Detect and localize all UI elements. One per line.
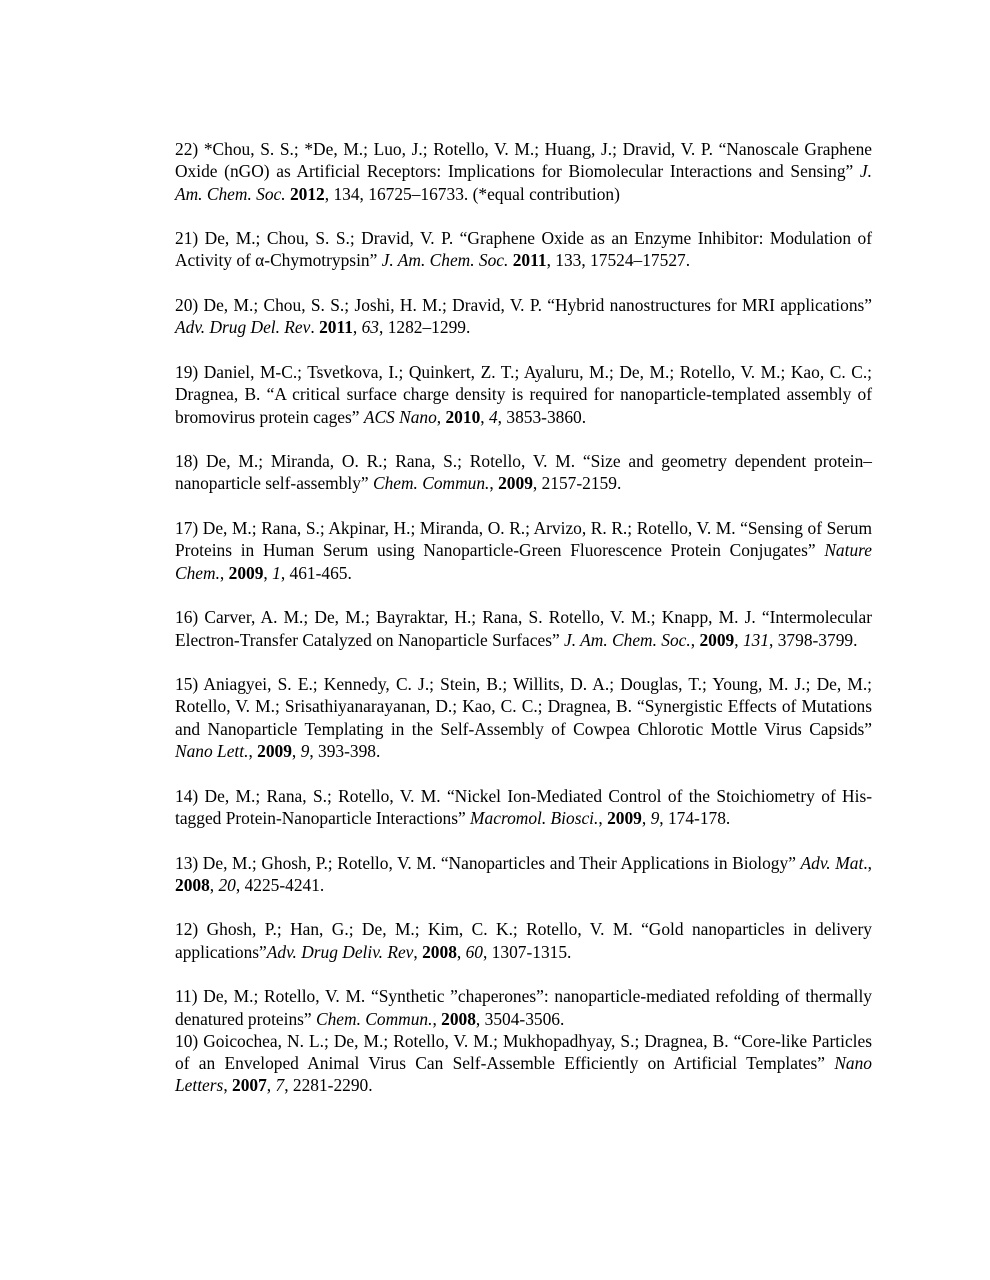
reference-item-21: 21) De, M.; Chou, S. S.; Dravid, V. P. “Graphene Oxide as an Enzyme Inhibitor: Modulation of Activity of α-Chymotrypsin” J. Am. Chem. Soc. 2011, 133, 17524–17527. bbox=[175, 228, 872, 271]
volume: 9 bbox=[650, 807, 660, 828]
volume: 133 bbox=[555, 250, 582, 271]
volume: 9 bbox=[300, 741, 310, 762]
journal-name: Nano Lett. bbox=[175, 741, 249, 762]
reference-list bbox=[175, 138, 872, 1097]
pub-year: 2008 bbox=[422, 941, 457, 962]
journal-name: Macromol. Biosci. bbox=[470, 807, 599, 828]
pub-year: 2008 bbox=[175, 874, 210, 895]
reference-item-11: 11) De, M.; Rotello, V. M. “Synthetic ”chaperones”: nanoparticle-mediated refolding of thermally denatured proteins” Chem. Commun., 2008, 3504-3506. bbox=[175, 986, 872, 1029]
journal-name: ACS Nano bbox=[363, 406, 437, 427]
journal-name: J. Am. Chem. Soc. bbox=[564, 629, 691, 650]
journal-name: J. Am. Chem. Soc. bbox=[381, 250, 509, 271]
journal-name: Nature Chem. bbox=[175, 540, 872, 583]
pub-year: 2008 bbox=[441, 1008, 476, 1029]
pub-year: 2009 bbox=[699, 629, 735, 650]
reference-item-10: 10) Goicochea, N. L.; De, M.; Rotello, V. M.; Mukhopadhyay, S.; Dragnea, B. “Core-like Particles of an Enveloped Animal Virus Can Self-Assemble Efficiently on Artificial Templates” Nano Letters, 2007, 7, 2281-2290. bbox=[175, 1030, 872, 1096]
journal-name: Adv. Mat bbox=[800, 852, 864, 873]
volume: 63 bbox=[361, 317, 379, 338]
journal-name: Chem. Commun. bbox=[372, 473, 490, 494]
volume: 1 bbox=[272, 562, 281, 583]
reference-item-14: 14) De, M.; Rana, S.; Rotello, V. M. “Nickel Ion-Mediated Control of the Stoichiometry of His-tagged Protein-Nanoparticle Interactions” Macromol. Biosci., 2009, 9, 174-178. bbox=[175, 785, 872, 828]
reference-item-12: 12) Ghosh, P.; Han, G.; De, M.; Kim, C. K.; Rotello, V. M. “Gold nanoparticles in delivery applications”Adv. Drug Deliv. Rev, 2008, 60, 1307-1315. bbox=[175, 919, 872, 962]
volume: 4 bbox=[488, 406, 498, 427]
pub-year: 2012 bbox=[289, 183, 325, 204]
reference-item-13: 13) De, M.; Ghosh, P.; Rotello, V. M. “Nanoparticles and Their Applications in Biology” Adv. Mat., 2008, 20, 4225-4241. bbox=[175, 852, 872, 895]
pub-year: 2009 bbox=[257, 741, 292, 762]
journal-name: Chem. Commun. bbox=[316, 1008, 433, 1029]
journal-name: J. Am. Chem. Soc. bbox=[175, 161, 872, 204]
journal-name: Adv. Drug Del. Rev bbox=[175, 317, 311, 338]
pub-year: 2010 bbox=[445, 406, 481, 427]
volume: 131 bbox=[742, 629, 770, 650]
reference-item-18: 18) De, M.; Miranda, O. R.; Rana, S.; Rotello, V. M. “Size and geometry dependent protein–nanoparticle self-assembly” Chem. Commun., 2009, 2157-2159. bbox=[175, 451, 872, 494]
reference-item-17: 17) De, M.; Rana, S.; Akpinar, H.; Miranda, O. R.; Arvizo, R. R.; Rotello, V. M. “Sensing of Serum Proteins in Human Serum using Nanoparticle-Green Fluorescence Protein Conjugates” Nature Chem., 2009, 1, 461-465. bbox=[175, 518, 872, 583]
pub-year: 2009 bbox=[498, 473, 533, 494]
volume: 60 bbox=[465, 941, 483, 962]
pub-year: 2007 bbox=[232, 1075, 267, 1096]
reference-item-22: 22) *Chou, S. S.; *De, M.; Luo, J.; Rotello, V. M.; Huang, J.; Dravid, V. P. “Nanoscale Graphene Oxide (nGO) as Artificial Receptors: Implications for Biomolecular Interactions and Sensing” J. Am. Chem. Soc. 2012, 134, 16725–16733. (*equal contribution) bbox=[175, 139, 872, 204]
reference-item-15: 15) Aniagyei, S. E.; Kennedy, C. J.; Stein, B.; Willits, D. A.; Douglas, T.; Young, M. J.; De, M.; Rotello, V. M.; Srisathiyanarayanan, D.; Kao, C. C.; Dragnea, B. “Synergistic Effects of Mutations and Nanoparticle Templating in the Self-Assembly of Cowpea Chlorotic Mottle Virus Capsids” Nano Lett., 2009, 9, 393-398. bbox=[175, 674, 872, 762]
volume: 7 bbox=[275, 1075, 285, 1096]
pub-year: 2011 bbox=[319, 317, 353, 338]
volume: 134 bbox=[333, 183, 360, 204]
volume: 20 bbox=[218, 874, 236, 895]
pub-year: 2011 bbox=[512, 250, 547, 271]
journal-name: Adv. Drug Deliv. Rev bbox=[266, 941, 414, 962]
reference-item-16: 16) Carver, A. M.; De, M.; Bayraktar, H.; Rana, S. Rotello, V. M.; Knapp, M. J. “Intermolecular Electron-Transfer Catalyzed on Nanoparticle Surfaces” J. Am. Chem. Soc., 2009, 131, 3798-3799. bbox=[175, 607, 872, 650]
pub-year: 2009 bbox=[607, 807, 642, 828]
reference-item-20: 20) De, M.; Chou, S. S.; Joshi, H. M.; Dravid, V. P. “Hybrid nanostructures for MRI applications” Adv. Drug Del. Rev. 2011, 63, 1282–1299. bbox=[175, 295, 872, 338]
journal-name: Nano Letters bbox=[175, 1053, 872, 1096]
pub-year: 2009 bbox=[228, 562, 264, 583]
reference-item-19: 19) Daniel, M-C.; Tsvetkova, I.; Quinkert, Z. T.; Ayaluru, M.; De, M.; Rotello, V. M.; Kao, C. C.; Dragnea, B. “A critical surface charge density is required for nanoparticle-templated assembly of bromovirus protein cages” ACS Nano, 2010, 4, 3853-3860. bbox=[175, 361, 872, 427]
